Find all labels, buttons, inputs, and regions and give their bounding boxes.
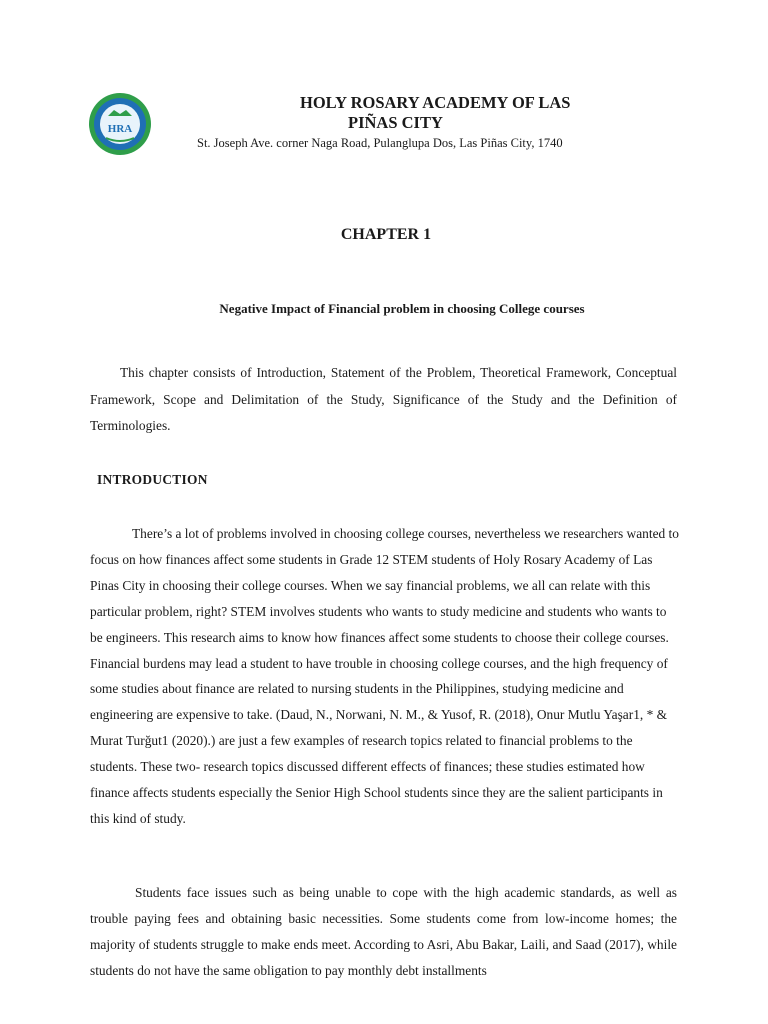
chapter-overview-paragraph: This chapter consists of Introduction, Statement of the Problem, Theoretical Framework, Conceptual Framework, Scope and Delimitation of the Study, Significance of the Study and the Definition of Terminologies. — [90, 365, 677, 433]
paper-title: Negative Impact of Financial problem in choosing College courses — [219, 301, 585, 316]
introduction-heading: INTRODUCTION — [97, 472, 208, 487]
school-name-line2: PIÑAS CITY — [348, 113, 443, 132]
school-logo-icon — [88, 92, 152, 156]
school-name — [300, 93, 630, 133]
school-name-line1: HOLY ROSARY ACADEMY OF LAS — [300, 93, 571, 112]
chapter-label: CHAPTER 1 — [340, 226, 432, 243]
logo-lettering: HRA — [107, 123, 133, 135]
school-address: St. Joseph Ave. corner Naga Road, Pulanglupa Dos, Las Piñas City, 1740 — [197, 136, 563, 150]
introduction-paragraph-2: Students face issues such as being unable to cope with the high academic standards, as well as trouble paying fees and obtaining basic necessities. Some students come from low-income homes; the majority of students struggle to make ends meet. According to Asri, Abu Bakar, Laili, and Saad (2017), while students do not have the same obligation to pay monthly debt installments — [90, 885, 677, 978]
introduction-paragraph-1: There’s a lot of problems involved in choosing college courses, nevertheless we researchers wanted to focus on how finances affect some students in Grade 12 STEM students of Holy Rosary Academy of Las Pinas City in choosing their college courses. When we say financial problems, we all can relate with this particular problem, right? STEM involves students who wants to study medicine and students who wants to be engineers. This research aims to know how finances affect some students to choose their college courses. Financial burdens may lead a student to have trouble in choosing college courses, and the high frequency of some studies about finance are related to nursing students in the Philippines, studying medicine and engineering are expensive to take. (Daud, N., Norwani, N. M., & Yusof, R. (2018), Onur Mutlu Yaşar1, * & Murat Turğut1 (2020).) are just a few examples of research topics related to financial problems to the students. These two- research topics discussed different effects of finances; these studies estimated how finance affects students especially the Senior High School students since they are the salient participants in this kind of study. — [90, 526, 679, 826]
